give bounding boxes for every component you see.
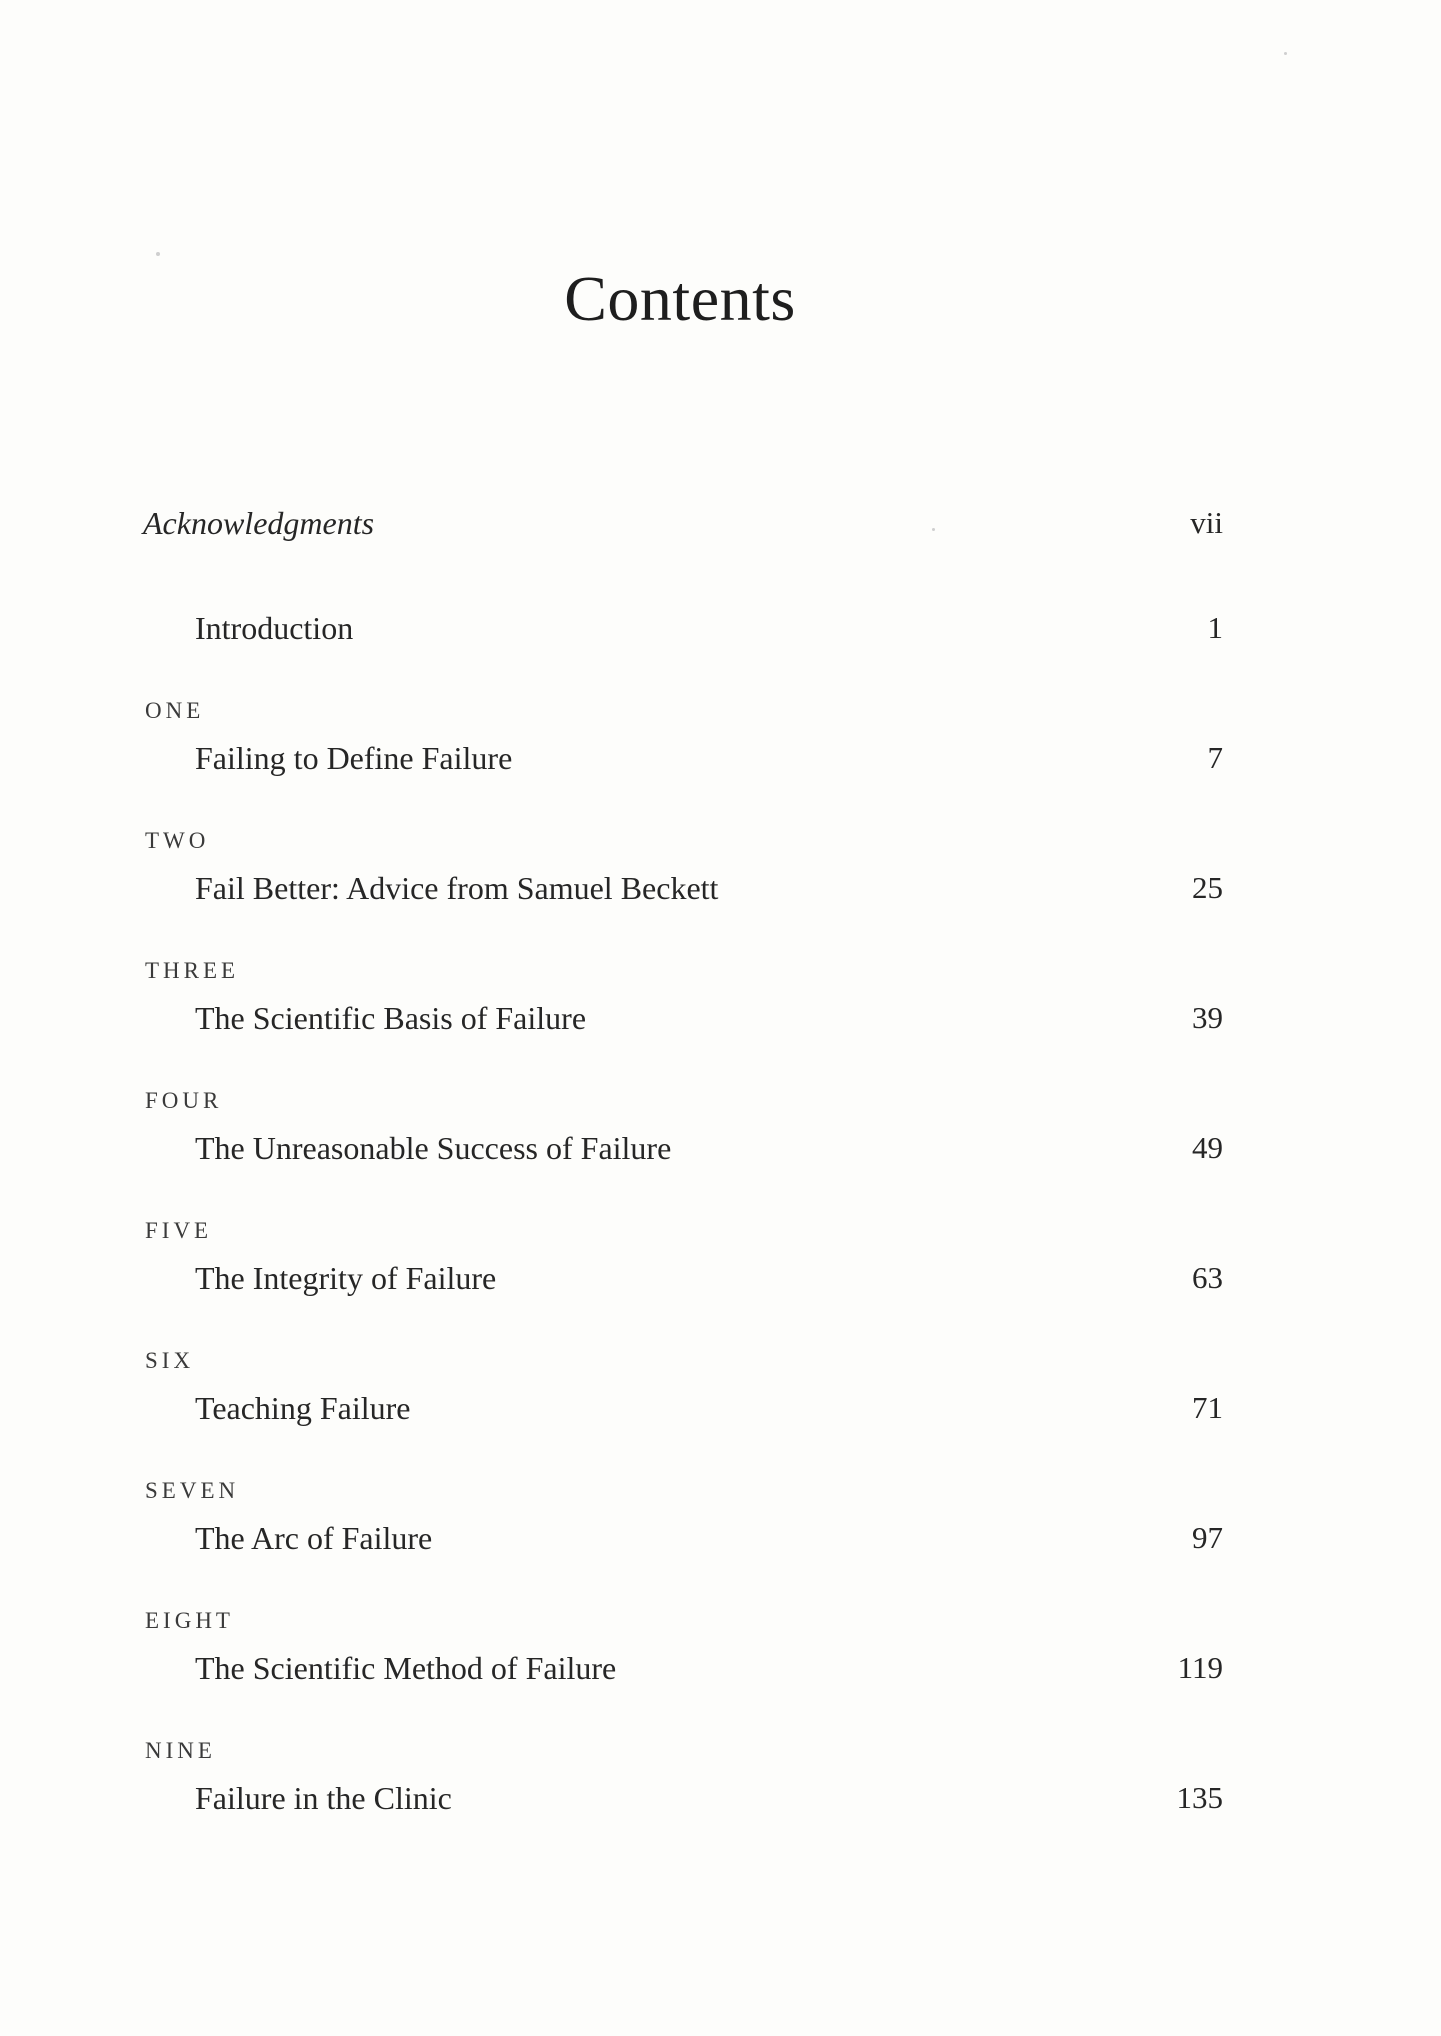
page-title: Contents: [564, 263, 796, 334]
toc-entry-title: The Unreasonable Success of Failure: [195, 1130, 672, 1166]
toc-entry-title: Introduction: [195, 610, 354, 646]
chapter-number-label: FIVE: [145, 1218, 213, 1243]
toc-page-number: 25: [1192, 870, 1223, 905]
toc-page-number: 49: [1192, 1130, 1223, 1165]
chapter-number-label: ONE: [145, 698, 205, 723]
toc-entry-title: The Scientific Basis of Failure: [195, 1000, 587, 1036]
chapter-number-label: SEVEN: [145, 1478, 240, 1503]
chapter-number-label: TWO: [145, 828, 210, 853]
toc-page-number: 97: [1192, 1520, 1223, 1555]
toc-entry-title: Teaching Failure: [195, 1390, 411, 1426]
toc-entry-title: The Arc of Failure: [195, 1520, 433, 1556]
toc-entry-title: The Integrity of Failure: [195, 1260, 497, 1296]
toc-page-number: 1: [1207, 610, 1223, 645]
toc-entry-title: Fail Better: Advice from Samuel Beckett: [195, 870, 719, 906]
chapter-number-label: THREE: [145, 958, 240, 983]
scan-speck: [1284, 52, 1287, 55]
toc-page-number: 39: [1192, 1000, 1223, 1035]
toc-page-number: vii: [1190, 505, 1223, 540]
chapter-number-label: EIGHT: [145, 1608, 234, 1633]
toc-page-number: 71: [1192, 1390, 1223, 1425]
chapter-number-label: NINE: [145, 1738, 216, 1763]
toc-entry-title: Acknowledgments: [143, 505, 375, 541]
scan-speck: [156, 252, 160, 256]
chapter-number-label: FOUR: [145, 1088, 223, 1113]
toc-entry-title: The Scientific Method of Failure: [195, 1650, 617, 1686]
toc-entry-title: Failure in the Clinic: [195, 1780, 452, 1816]
toc-entry-title: Failing to Define Failure: [195, 740, 513, 776]
toc-page-number: 135: [1176, 1780, 1223, 1815]
toc-page-number: 63: [1192, 1260, 1223, 1295]
toc-page-number: 119: [1177, 1650, 1223, 1685]
toc-page-number: 7: [1207, 740, 1223, 775]
scan-speck: [932, 528, 935, 531]
chapter-number-label: SIX: [145, 1348, 195, 1373]
